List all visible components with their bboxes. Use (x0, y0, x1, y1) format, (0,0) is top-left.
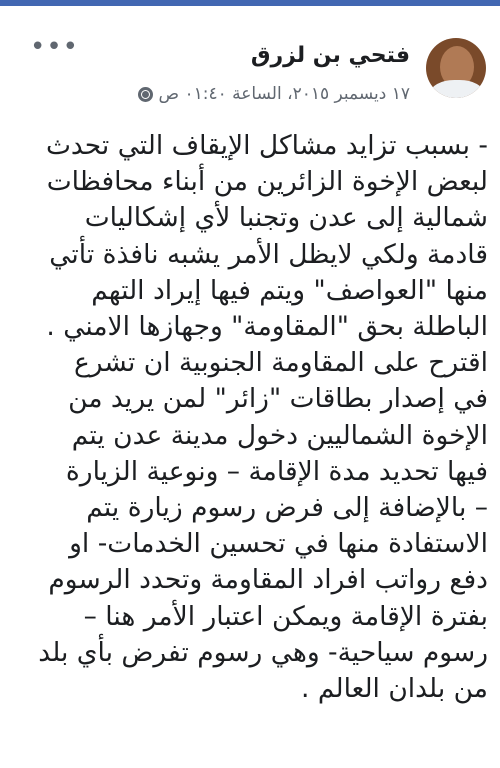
post-meta (138, 84, 410, 104)
post-text-line: رسوم سياحية- وهي رسوم تفرض بأي بلد (38, 636, 488, 668)
post-text-line: دفع رواتب افراد المقاومة وتحدد الرسوم (48, 564, 488, 596)
post-text-line: من بلدان العالم . (301, 673, 488, 705)
post-text-line: فيها تحديد مدة الإقامة – ونوعية الزيارة (65, 455, 488, 487)
post-text-line: - بسبب تزايد مشاكل الإيقاف التي تحدث (45, 130, 488, 161)
globe-icon (138, 87, 153, 102)
top-brand-bar (0, 0, 500, 6)
post-text-line: بفترة الإقامة ويمكن اعتبار الأمر هنا – (83, 600, 488, 632)
post-text-line: – بالإضافة إلى فرض رسوم زيارة يتم (86, 492, 488, 524)
avatar[interactable] (426, 38, 486, 98)
author-name[interactable]: فتحي بن لزرق (250, 43, 410, 68)
post-text-line: اقترح على المقاومة الجنوبية ان تشرع (73, 347, 488, 379)
post-text-line: لبعض الإخوة الزائرين من أبناء محافظات (46, 166, 488, 198)
post-text-line: منها "العواصف" ويتم فيها إيراد التهم (91, 274, 488, 306)
post-header (0, 26, 500, 106)
post-text-line: في إصدار بطاقات "زائر" لمن يريد من (68, 383, 488, 415)
post-text-line: الإخوة الشماليين دخول مدينة عدن يتم (71, 419, 488, 451)
post-body (8, 128, 488, 707)
post-text-line: شمالية إلى عدن وتجنبا لأي إشكاليات (84, 202, 488, 234)
avatar-shirt (430, 80, 484, 98)
post-timestamp[interactable]: ١٧ ديسمبر ٢٠١٥، الساعة ٠١:٤٠ ص (158, 84, 410, 104)
post-text-line: الباطلة بحق "المقاومة" وجهازها الامني . (46, 311, 488, 343)
post-text-line: الاستفادة منها في تحسين الخدمات- او (69, 528, 488, 560)
more-options-icon[interactable]: ••• (30, 32, 80, 62)
post-text-line: قادمة ولكي لايظل الأمر يشبه نافذة تأتي (49, 238, 488, 270)
